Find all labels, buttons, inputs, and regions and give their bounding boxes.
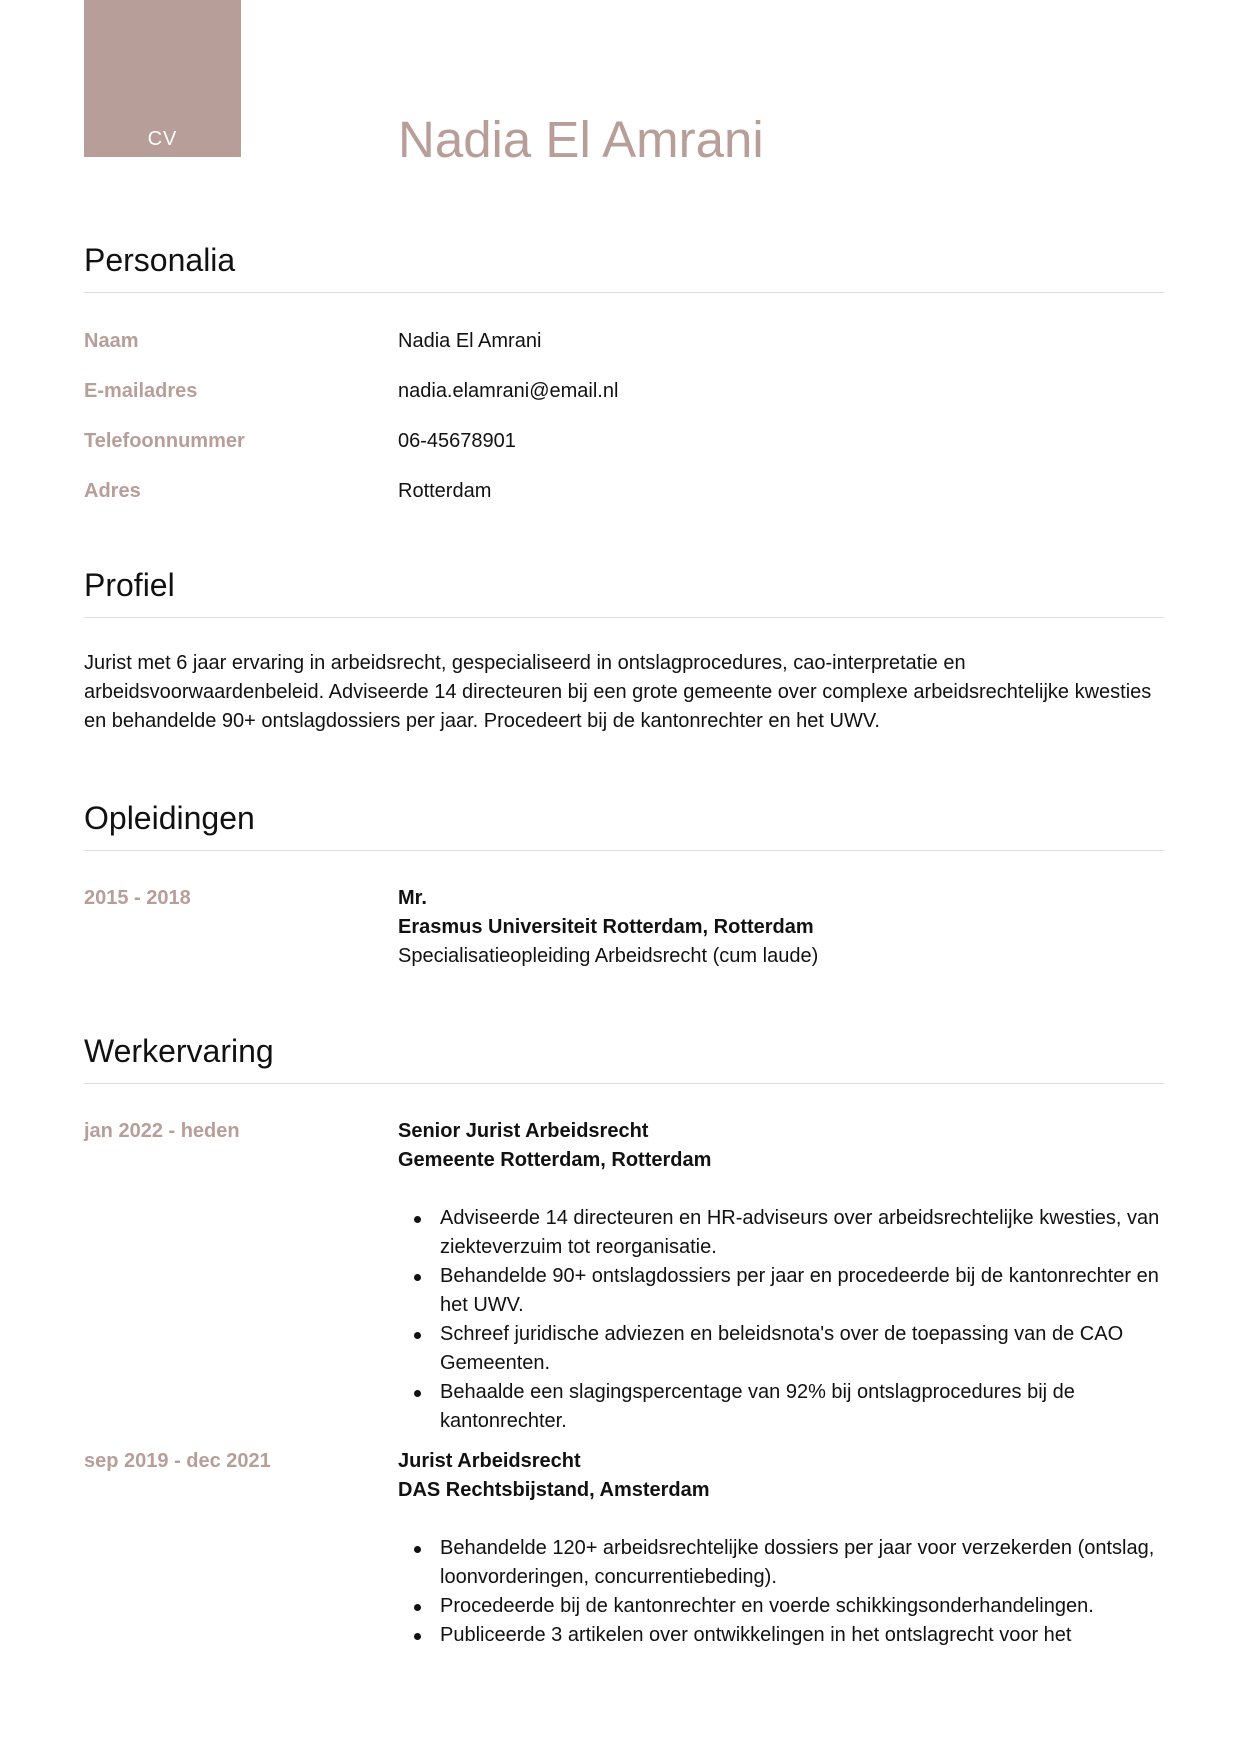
education-entry <box>84 884 1164 971</box>
job-entry <box>84 1447 1164 1650</box>
job-period: sep 2019 - dec 2021 <box>84 1450 271 1472</box>
section-werkervaring <box>84 1031 1164 1650</box>
achievement-item: Behandelde 120+ arbeidsrechtelijke dossiers per jaar voor verzekerden (ontslag, loonvorderingen, concurrentiebeding). <box>440 1534 1164 1592</box>
education-period: 2015 - 2018 <box>84 887 191 909</box>
education-institution: Erasmus Universiteit Rotterdam, Rotterdam <box>398 916 814 938</box>
section-divider <box>84 850 1164 851</box>
field-value: Nadia El Amrani <box>398 330 542 352</box>
field-label: E-mailadres <box>84 380 198 402</box>
job-achievements <box>398 1534 1164 1650</box>
job-period: jan 2022 - heden <box>84 1120 240 1142</box>
job-role: Jurist Arbeidsrecht <box>398 1450 581 1472</box>
field-value: nadia.elamrani@email.nl <box>398 380 619 402</box>
field-label: Naam <box>84 330 139 352</box>
field-label: Telefoonnummer <box>84 430 245 452</box>
personal-row-name <box>84 327 1164 377</box>
section-title-profiel: Profiel <box>84 567 175 603</box>
personal-row-email <box>84 377 1164 427</box>
personal-row-phone <box>84 427 1164 477</box>
job-entry <box>84 1117 1164 1436</box>
personal-row-address <box>84 477 1164 527</box>
job-achievements <box>398 1204 1164 1436</box>
profile-text: Jurist met 6 jaar ervaring in arbeidsrecht, gespecialiseerd in ontslagprocedures, cao-interpretatie en arbeidsvoorwaardenbeleid. Adviseerde 14 directeuren bij een grote gemeente over complexe arbeidsrechtelijke kwesties en behandelde 90+ ontslagdossiers per jaar. Procedeert bij de kantonrechter en het UWV. <box>84 652 1152 732</box>
achievement-item: Behaalde een slagingspercentage van 92% bij ontslagprocedures bij de kantonrechter. <box>440 1378 1164 1436</box>
field-value: 06-45678901 <box>398 430 516 452</box>
job-employer: Gemeente Rotterdam, Rotterdam <box>398 1149 712 1171</box>
candidate-name-heading: Nadia El Amrani <box>398 111 764 168</box>
section-title-werkervaring: Werkervaring <box>84 1033 274 1069</box>
education-detail: Specialisatieopleiding Arbeidsrecht (cum laude) <box>398 945 819 967</box>
job-role: Senior Jurist Arbeidsrecht <box>398 1120 649 1142</box>
achievement-item: Publiceerde 3 artikelen over ontwikkelingen in het ontslagrecht voor het <box>440 1621 1164 1650</box>
section-title-opleidingen: Opleidingen <box>84 800 255 836</box>
cv-badge-label: CV <box>147 128 178 150</box>
field-value: Rotterdam <box>398 480 492 502</box>
job-employer: DAS Rechtsbijstand, Amsterdam <box>398 1479 710 1501</box>
achievement-item: Schreef juridische adviezen en beleidsnota's over de toepassing van de CAO Gemeenten. <box>440 1320 1164 1378</box>
achievement-item: Adviseerde 14 directeuren en HR-adviseurs over arbeidsrechtelijke kwesties, van ziekteverzuim tot reorganisatie. <box>440 1204 1164 1262</box>
education-degree: Mr. <box>398 887 427 909</box>
achievement-item: Procedeerde bij de kantonrechter en voerde schikkingsonderhandelingen. <box>440 1592 1164 1621</box>
section-title-personalia: Personalia <box>84 242 236 278</box>
section-divider <box>84 1083 1164 1084</box>
section-profiel <box>84 565 1164 736</box>
field-label: Adres <box>84 480 141 502</box>
cv-badge <box>84 0 241 157</box>
achievement-item: Behandelde 90+ ontslagdossiers per jaar en procedeerde bij de kantonrechter en het UWV. <box>440 1262 1164 1320</box>
section-opleidingen <box>84 798 1164 971</box>
section-personalia <box>84 240 1164 527</box>
